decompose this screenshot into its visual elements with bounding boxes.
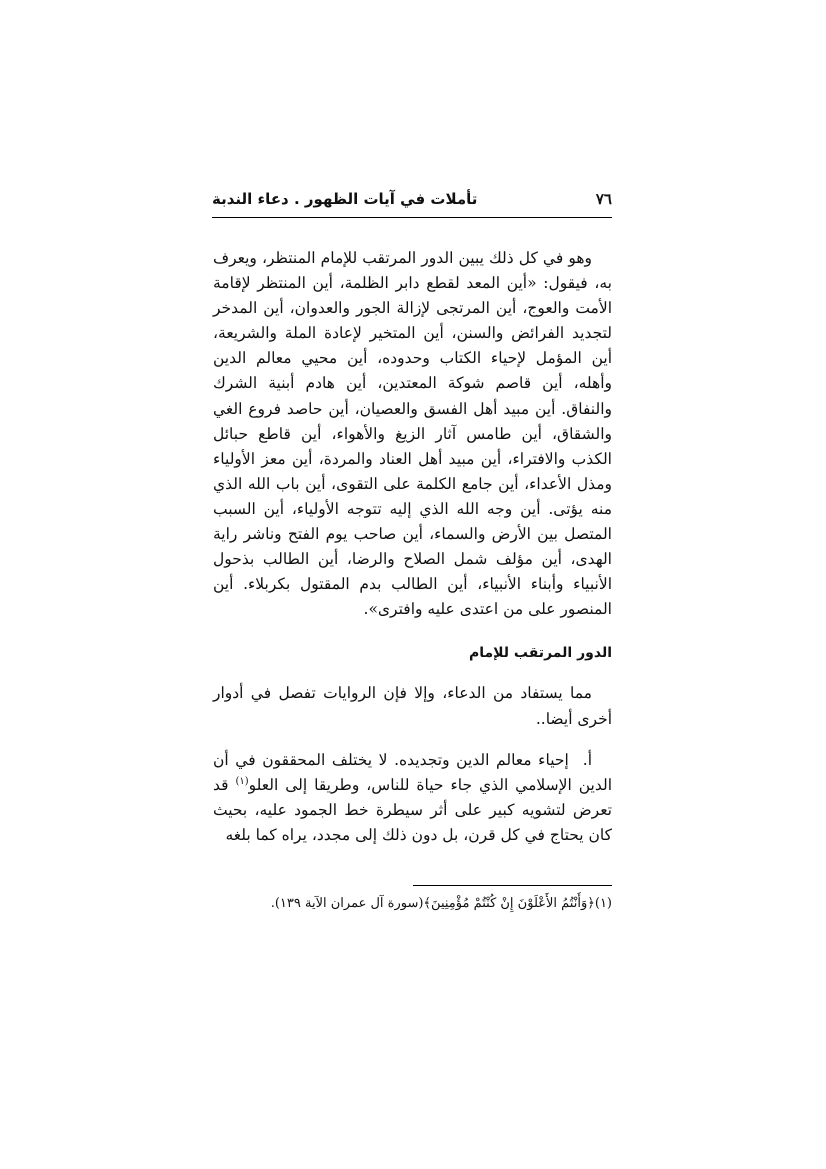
header-rule (212, 217, 612, 218)
list-item-text-continued: قد تعرض لتشويه كبير على أثر سيطرة خط الجمود عليه، بحيث كان يحتاج في كل قرن، بل دون ذلك إلى مجدد، يراه كما بلغه (213, 775, 612, 844)
running-title: تأملات في آيات الظهور . دعاء الندبة (212, 190, 478, 208)
body-paragraph: وهو في كل ذلك يبين الدور المرتقب للإمام المنتظر، ويعرف به، فيقول: «أين المعد لقطع دابر الظلمة، أين المنتظر لإقامة الأمت والعوج، أين المرتجى لإزالة الجور والعدوان، أين المدخر لتجديد الفرائض والسنن، أين المتخير لإعادة الملة والشريعة، أين المؤمل لإحياء الكتاب وحدوده، أين محيي معالم الدين وأهله، أين قاصم شوكة المعتدين، أين هادم أبنية الشرك والنفاق. أين مبيد أهل الفسق والعصيان، أين حاصد فروع الغي والشقاق، أين طامس آثار الزيغ والأهواء، أين قاطع حبائل الكذب والافتراء، أين مبيد أهل العناد والمردة، أين معز الأولياء ومذل الأعداء، أين جامع الكلمة على التقوى، أين باب الله الذي منه يؤتى. أين وجه الله الذي إليه تتوجه الأولياء، أين السبب المتصل بين الأرض والسماء، أين صاحب يوم الفتح وناشر راية الهدى، أين مؤلف شمل الصلاح والرضا، أين الطالب بذحول الأنبياء وأبناء الأنبياء، أين الطالب بدم المقتول بكربلاء. أين المنصور على من اعتدى عليه وافترى». (213, 249, 612, 619)
paragraph-gap (213, 732, 612, 748)
footnote-reference[interactable]: (١) (235, 775, 249, 787)
list-item-letter: أ. (582, 750, 592, 769)
list-item (213, 748, 612, 848)
list-item-text: إحياء معالم الدين وتجديده. لا يختلف المحققون في أن الدين الإسلامي الذي جاء حياة للناس، وطريقا إلى العلو (213, 750, 612, 794)
footnote-rule (413, 885, 612, 886)
body-paragraph: مما يستفاد من الدعاء، وإلا فإن الروايات تفصل في أدوار أخرى أيضا.. (213, 684, 612, 728)
page-body (213, 246, 612, 848)
page-header (212, 186, 612, 218)
section-heading: الدور المرتقب للإمام (468, 645, 612, 662)
page-number: ٧٦ (595, 190, 612, 208)
footnote: (١)﴿وَأَنْتُمُ الأَعْلَوْنَ إِنْ كُنْتُمْ مُؤْمِنِينَ﴾(سورة آل عمران الآية ١٣٩). (270, 896, 612, 911)
